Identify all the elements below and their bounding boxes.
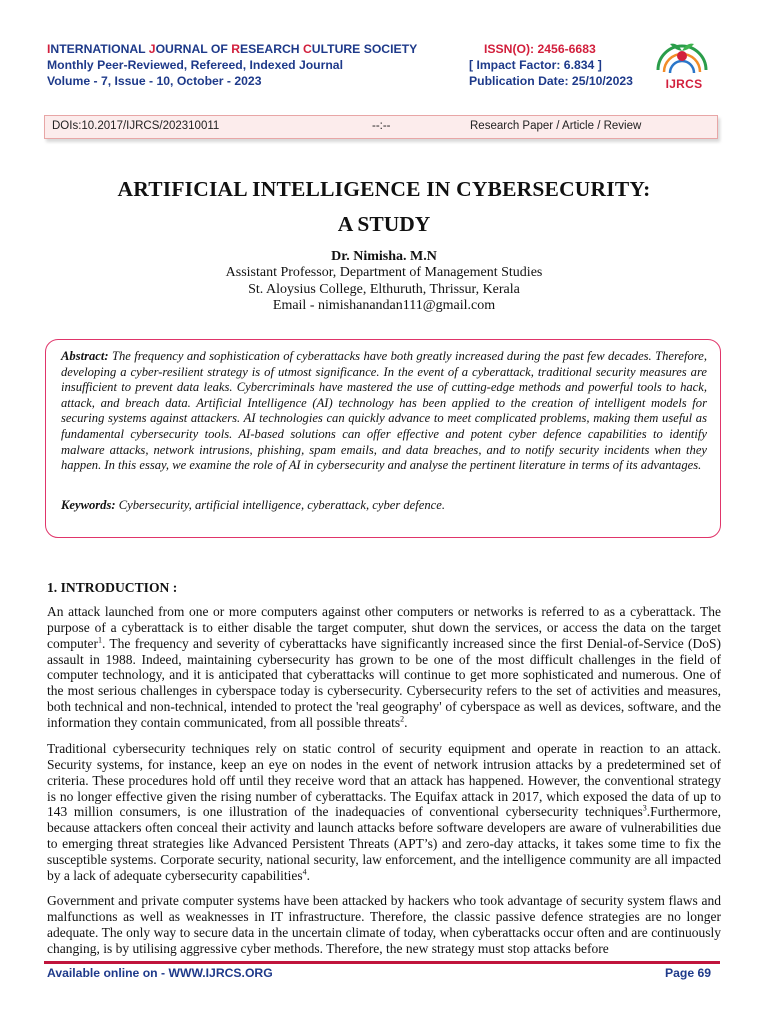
abstract <box>61 349 707 474</box>
section-heading: 1. INTRODUCTION : <box>47 580 178 595</box>
issn: ISSN(O): 2456-6683 <box>484 42 596 56</box>
body-paragraph-2 <box>47 741 721 884</box>
doi-bar <box>44 115 718 139</box>
journal-initial-r: R <box>231 42 240 56</box>
paper-title-line-1: ARTIFICIAL INTELLIGENCE IN CYBERSECURITY: <box>117 177 651 201</box>
journal-word-1: NTERNATIONAL <box>50 42 149 56</box>
page-number: Page 69 <box>665 966 712 980</box>
doi-link[interactable]: DOIs:10.2017/IJRCS/202310011 <box>52 120 220 132</box>
para-2-text-a: Traditional cybersecurity techniques rely on static control of security equipment and operate in reaction to an attack. Security systems, for instance, keep an eye on nodes in the event of network intrusion attacks by a predetermined set of criteria. These procedures hold off until they receive word that an attack has happened. However, the conventional strategy is no longer effective given the rising number of cyberattacks. The Equifax attack in 2017, which exposed the data of up to 143 million consumers, is one illustration of the inadequacies of conventional cybersecurity techniques <box>47 741 721 820</box>
author-email[interactable]: Email - nimishanandan111@gmail.com <box>272 298 496 313</box>
keywords-label: Keywords: <box>61 498 116 512</box>
para-2-text-c: . <box>306 867 311 883</box>
journal-subtitle: Monthly Peer-Reviewed, Refereed, Indexed Journal <box>47 58 343 72</box>
volume-issue: Volume - 7, Issue - 10, October - 2023 <box>47 74 262 88</box>
abstract-text: The frequency and sophistication of cyberattacks have both greatly increased during the past few decades. Therefore, developing a cyber-resilient strategy is of utmost significance. In the event of a cyberattack, traditional security measures are insufficient to prevent data leaks. Cybercriminals have mastered the use of cutting-edge methods and powerful tools to hack, attack, and breach data. Artificial Intelligence (AI) technology has been applied to the creation of intelligent models for securing systems against attackers. AI technologies can quickly advance to meet complicated problems, making them useful as fundamental cybersecurity tools. AI-based solutions can offer effective and potent cyber defence capabilities to identify malware attacks, network intrusions, phishing, spam emails, and data breaches, and to notify security incidents when they happen. In this essay, we examine the role of AI in cybersecurity and analyse the pertinent literature in terms of its advantages. <box>61 349 707 473</box>
author-affiliation-2: St. Aloysius College, Elthuruth, Thrissur, Kerala <box>248 282 520 297</box>
publication-date: Publication Date: 25/10/2023 <box>469 74 633 88</box>
journal-initial-i: I <box>47 42 51 56</box>
abstract-label: Abstract: <box>61 349 109 363</box>
footnote-ref-3[interactable]: 3 <box>642 803 647 813</box>
logo-text: IJRCS <box>665 77 703 91</box>
journal-initial-j: J <box>148 42 156 56</box>
footnote-ref-4[interactable]: 4 <box>302 867 307 877</box>
article-type: Research Paper / Article / Review <box>470 120 642 132</box>
body-paragraph-1 <box>47 604 721 731</box>
author-name: Dr. Nimisha. M.N <box>331 249 437 264</box>
journal-word-3: ESEARCH <box>240 42 303 56</box>
body-paragraph-3: Government and private computer systems have been attacked by hackers who took advantage of security system flaws and malfunctions as well as weaknesses in IT infrastructure. Therefore, the classic passive defence strategies are no longer adequate. The only way to secure data in the uncertain climate of today, when cyberattacks occur often and are continuously changing, is by utilising aggressive cyber methods. Therefore, the new strategy must stop attacks before <box>47 893 721 956</box>
impact-factor: [ Impact Factor: 6.834 ] <box>469 58 602 72</box>
footer-divider <box>44 961 720 964</box>
journal-word-2: OURNAL OF <box>155 42 232 56</box>
para-1-text-b: . The frequency and severity of cyberattacks have significantly increased since the first Denial-of-Service (DoS) assault in 1988. Indeed, maintaining cybersecurity has grown to be one of the most difficult challenges in the field of computer technology, and it is anticipated that cyberattacks will continue to get more sophisticated and numerous. One of the most serious challenges in cyberspace today is cybersecurity. Cybersecurity refers to the set of activities and measures, both technical and non-technical, intended to protect the 'real geography' of cyberspace as well as devices, software, and the information they contain communicated, from all possible threats <box>47 635 721 730</box>
keywords-text: Cybersecurity, artificial intelligence, cyberattack, cyber defence. <box>115 498 445 512</box>
footer-website[interactable]: Available online on - WWW.IJRCS.ORG <box>47 966 273 980</box>
keywords <box>61 498 707 514</box>
para-1-text-a: An attack launched from one or more computers against other computers or networks is referred to as a cyberattack. The purpose of a cyberattack is to either disable the target computer, shut down the services, or access the data on the target computer <box>47 604 721 651</box>
journal-word-4: ULTURE SOCIETY <box>311 42 418 56</box>
para-1-text-c: . <box>404 714 408 730</box>
footnote-ref-1[interactable]: 1 <box>97 635 102 645</box>
paper-title-line-2: A STUDY <box>337 212 431 236</box>
para-2-text-b: .Furthermore, because attackers often conceal their activity and launch attacks before software developers are aware of vulnerabilities due to emerging threat strategies like Advanced Persistent Threats (APT’s) and zero-day attacks, it takes some time to fix the susceptible systems. Corporate security, national security, law enforcement, and the intelligence community are all impacted by a lack of adequate cybersecurity capabilities <box>47 804 721 883</box>
journal-initial-c: C <box>302 42 312 56</box>
footnote-ref-2[interactable]: 2 <box>400 714 405 724</box>
doi-separator: --:-- <box>372 120 391 132</box>
journal-name <box>47 42 417 56</box>
author-affiliation-1: Assistant Professor, Department of Management Studies <box>225 265 543 280</box>
